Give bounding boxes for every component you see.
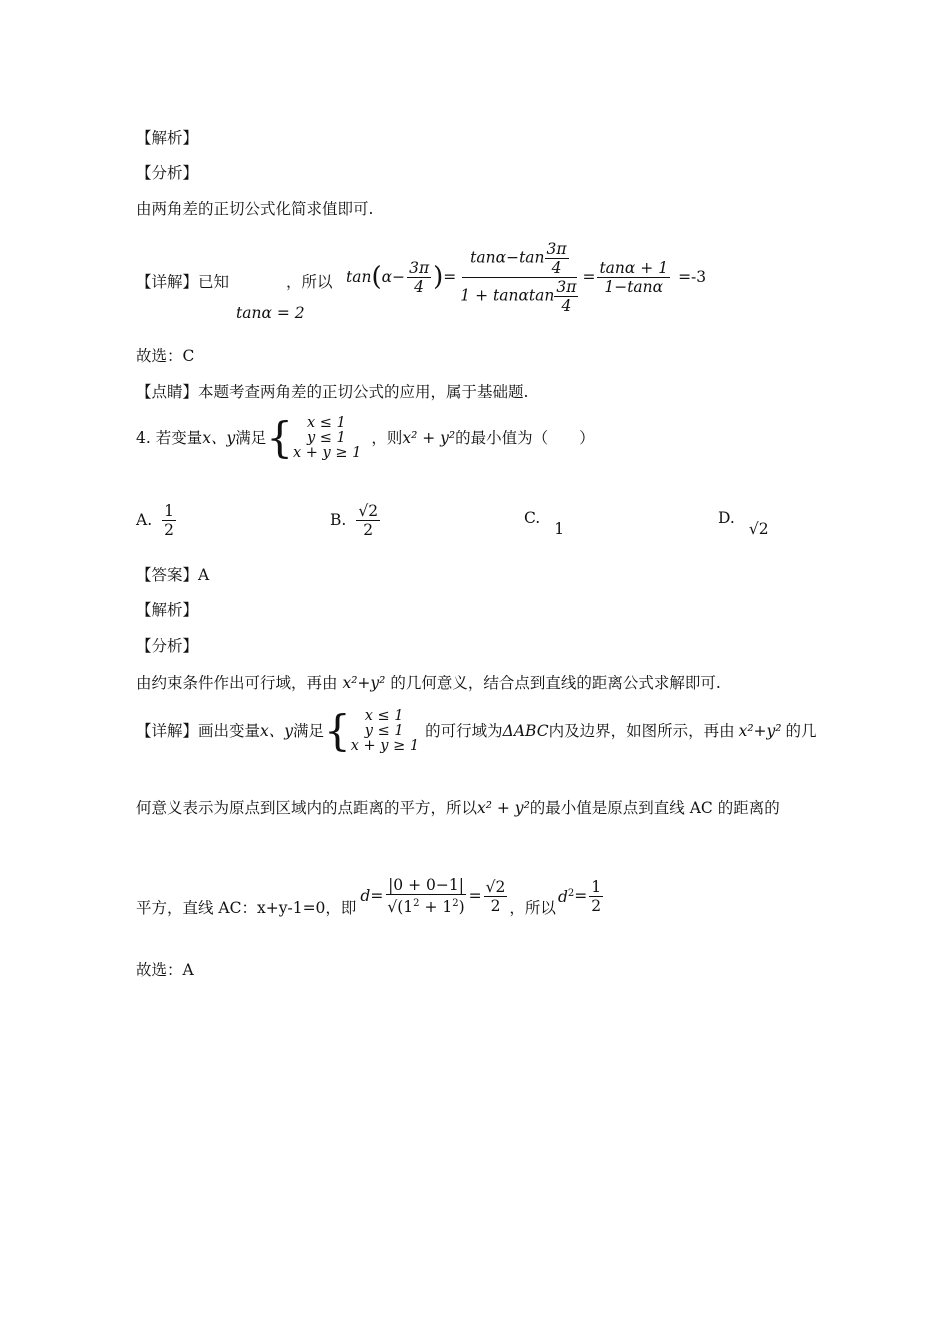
fenxi-text: 由两角差的正切公式化简求值即可. — [136, 200, 374, 218]
option-c-value: 1 — [554, 520, 565, 538]
dianjing: 【点睛】本题考查两角差的正切公式的应用，属于基础题. — [136, 383, 529, 401]
detail-mid: ，所以 — [286, 273, 333, 291]
heading-fenxi-2: 【分析】 — [136, 637, 199, 655]
detail-2-line1: 【详解】画出变量 x、y 满足 { x ≤ 1 y ≤ 1 x + y ≥ 1 的可行域为 ΔABC 内及边界，如图所示，再由 x²+y² 的几 — [136, 706, 817, 755]
detail-label: 【详解】已知 — [136, 273, 230, 291]
question-4-stem: 4. 若变量 x、y 满足 { x ≤ 1 y ≤ 1 x + y ≥ 1 ，则 x² + y² 的最小值为（ ） — [136, 413, 595, 462]
guxuan-1: 故选：C — [136, 347, 195, 365]
detail-2-line2: 何意义表示为原点到区域内的点距离的平方，所以x² + y²的最小值是原点到直线 AC 的距离的 — [136, 799, 780, 817]
heading-fenxi: 【分析】 — [136, 164, 199, 182]
constraint-system-2: x ≤ 1 y ≤ 1 x + y ≥ 1 — [350, 707, 420, 754]
option-b-value: $\frac{√2}{2}$ — [358, 501, 379, 539]
answer: 【答案】A — [136, 566, 210, 584]
option-d[interactable]: D. √2 — [718, 509, 769, 538]
option-c[interactable]: C. 1 — [524, 509, 565, 538]
fenxi-text-2: 由约束条件作出可行域，再由 x²+y² 的几何意义，结合点到直线的距离公式求解即可. — [136, 674, 721, 692]
constraint-system: x ≤ 1 y ≤ 1 x + y ≥ 1 — [292, 414, 362, 461]
distance-formula: $\frac{|0 + 0-1|}{√(1^2 + 1^2)}$ — [387, 875, 465, 917]
brace-icon: { — [266, 413, 293, 462]
heading-jiexi-2: 【解析】 — [136, 601, 199, 619]
guxuan-2: 故选：A — [136, 961, 194, 979]
given-tan: tanα = 2 — [236, 304, 305, 322]
brace-icon-2: { — [324, 706, 351, 755]
option-b[interactable]: B. $\frac{√2}{2}$ — [330, 501, 379, 539]
heading-jiexi: 【解析】 — [136, 129, 199, 147]
option-a[interactable]: A. $\frac{1}{2}$ — [136, 501, 174, 539]
detail-2-line3: 平方，直线 AC：x+y-1=0，即 d = $\frac{|0 + 0-1|}{√(1^2 + 1^2)}$ = $\frac{√2}{2}$ ，所以 $d^2$ = $\frac{1}{2}$ — [136, 875, 602, 917]
detail-result: =-3 — [678, 268, 707, 286]
option-a-value: $\frac{1}{2}$ — [164, 501, 174, 539]
option-d-value: √2 — [748, 520, 769, 538]
tan-formula: tan ( α− $\frac{3\pi}{4}$ ) = tanα−tan $\frac{3\pi}{4}$ 1 + tanαtan $\frac{3\pi}{4}$ = $\frac{\tan\alpha + 1}{1-\tan\alpha}$ =-3 — [346, 239, 707, 315]
